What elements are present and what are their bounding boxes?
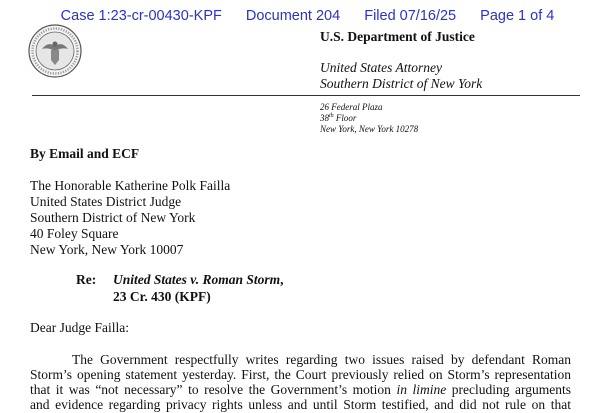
- case-caption: United States v. Roman Storm: [113, 272, 281, 287]
- address-line: 38th Floor: [320, 113, 357, 123]
- body-text: precluding arguments: [446, 382, 571, 397]
- body-emphasis: in limine: [396, 382, 447, 397]
- filed-date: Filed 07/16/25: [364, 8, 457, 24]
- office-district: Southern District of New York: [320, 76, 483, 91]
- document-number: Document 204: [245, 8, 341, 24]
- body-text: that it was “not necessary” to resolve the Government’s motion: [30, 382, 397, 397]
- page-count: Page 1 of 4: [480, 8, 555, 24]
- recipient-line: New York, New York 10007: [30, 242, 184, 257]
- address-line: New York, New York 10278: [320, 124, 419, 134]
- ordinal-suffix: th: [329, 113, 334, 119]
- body-line: [30, 352, 571, 368]
- recipient-line: 40 Foley Square: [30, 226, 119, 241]
- ecf-filing-header: [0, 8, 615, 24]
- body-line: Storm’s opening statement yesterday. First, the Court previously relied on Storm’s representation: [30, 367, 571, 382]
- recipient-line: The Honorable Katherine Polk Failla: [30, 178, 231, 193]
- case-number: Case 1:23-cr-00430-KPF: [60, 8, 222, 24]
- re-case-number: 23 Cr. 430 (KPF): [113, 289, 211, 304]
- body-line: [30, 382, 571, 398]
- recipient-line: Southern District of New York: [30, 210, 196, 225]
- address-line: 26 Federal Plaza: [320, 102, 383, 112]
- case-caption-comma: ,: [280, 272, 284, 287]
- re-label: Re:: [76, 272, 97, 287]
- letterhead-divider: [32, 95, 580, 96]
- salutation: Dear Judge Failla:: [30, 320, 129, 335]
- recipient-line: United States District Judge: [30, 194, 182, 209]
- department-name: U.S. Department of Justice: [320, 29, 475, 44]
- doj-seal-icon: [28, 24, 82, 78]
- body-text: The Government respectfully writes regarding two issues raised by defendant Roman: [72, 352, 571, 367]
- delivery-method: By Email and ECF: [30, 146, 140, 161]
- re-case-caption: [113, 272, 284, 288]
- body-line: and evidence regarding privacy rights unless and until Storm testified, and did not rule on that: [30, 397, 571, 412]
- office-title: United States Attorney: [320, 60, 442, 75]
